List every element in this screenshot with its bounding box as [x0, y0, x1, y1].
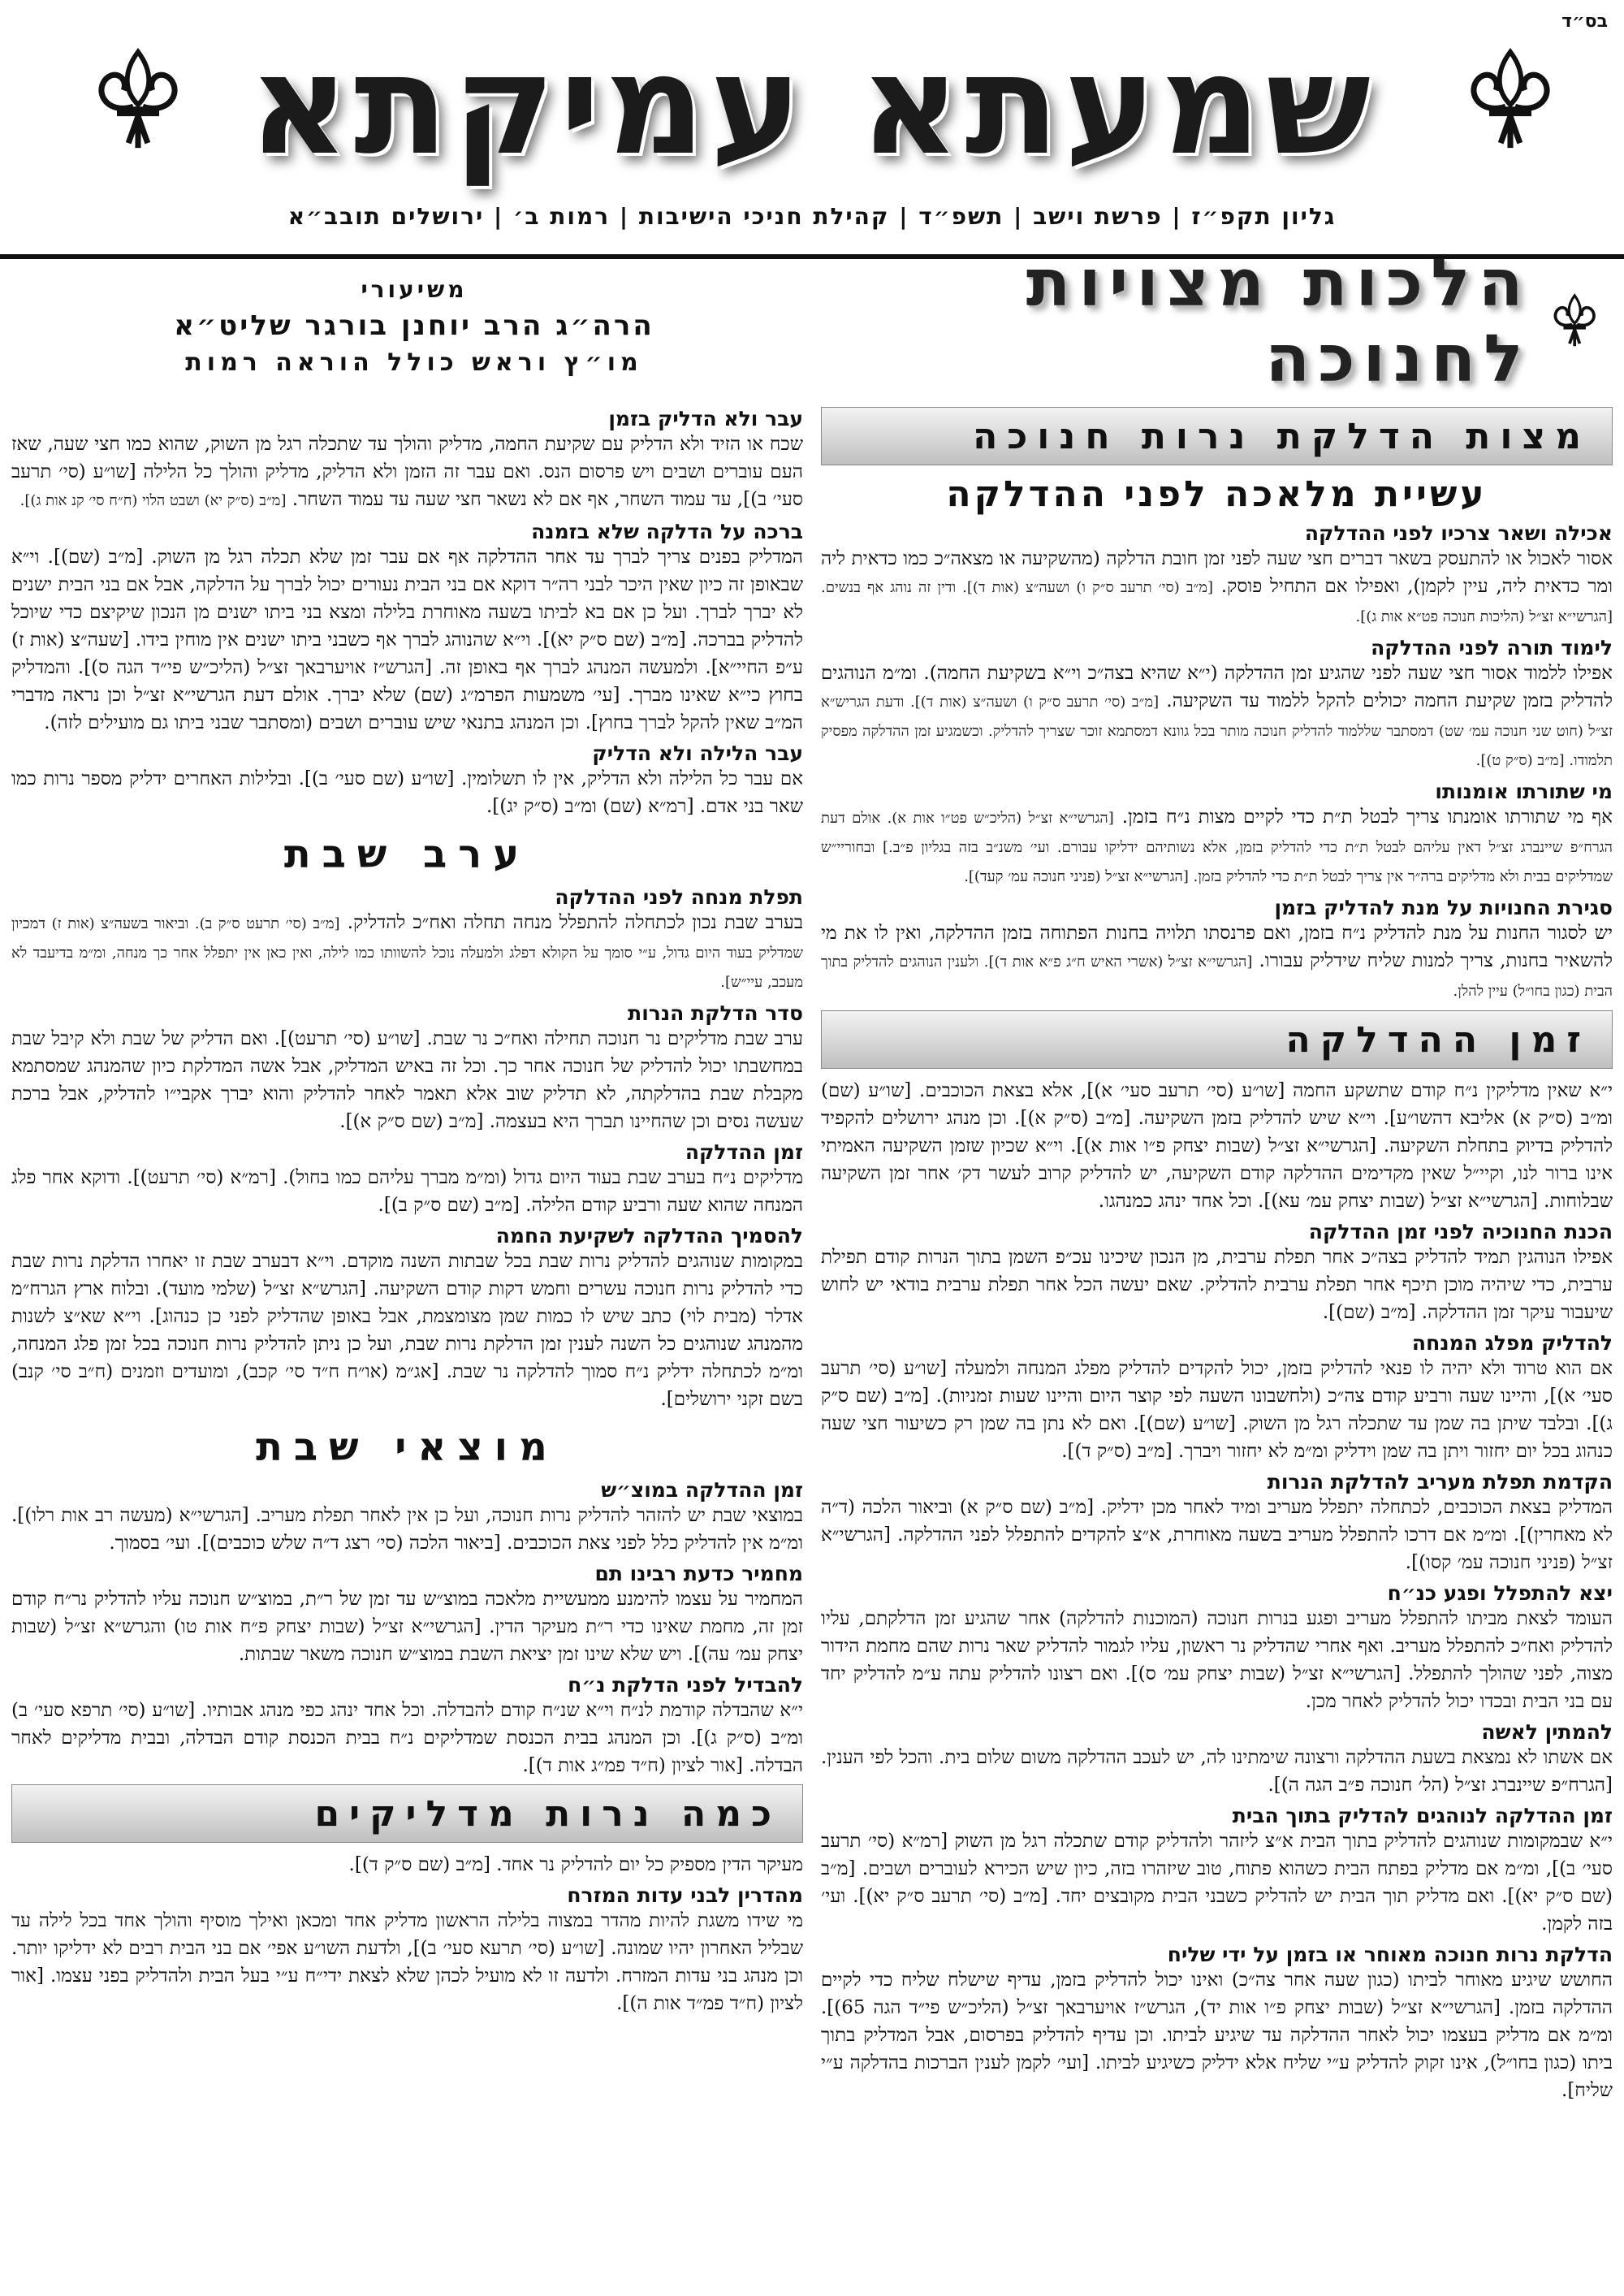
paragraph: י״א שאין מדליקין נ״ח קודם שתשקע החמה [שו״ע (סי׳ תרעב סעי׳ א)], אלא בצאת הכוכבים. [שו״ע (שם) ומ״ב (ס״ק א) אליבא דהשו״ע]. וי״א שיש להדליק בזמן השקיעה. [מ״ב (ס״ק א)]. וכן מנהג ירושלים להקפיד להדליק בדיוק בתחלת השקיעה. [הגרשי״א זצ״ל (שבות יצחק פ״ו אות א)]. וי״א שכיון שזמן השקיעה האמיתי אינו ברור לנו, וקיי״ל שאין מקדימים ההדלקה קודם השקיעה, יש להדליק קרוב לעשר דק׳ אחר זמן השקיעה שבלוחות. [הגרשי״א זצ״ל (שבות יצחק עמ׳ עא)]. וכל אחד ינהג כמנהגו. — [821, 1080, 1613, 1212]
main-title-row — [836, 245, 1600, 396]
topic-heading: להסמיך ההדלקה לשקיעת החמה — [495, 1224, 803, 1247]
paragraph: יש לסגור החנות על מנת להדליק נ״ח בזמן, ואם פרנסתו תלויה בחנות הפתוחה בזמן ההדלקה, ואין לו את מי להשאיר בחנות, צריך למנות שליח שידליק עבורו. [הגרשי״א זצ״ל (אשרי האיש ח״ג פ״א אות ד)]. ולענין הנוהגים להדליק בתוך הבית (כגון בחו״ל) עיין להלן. — [821, 923, 1613, 1000]
topic-heading: סגירת החנויות על מנת להדליק בזמן — [1274, 896, 1613, 919]
paragraph: המדליק בפנים צריך לברך עד אחר ההדלקה אף אם עבר זמן שלא תכלה רגל מן השוק. [מ״ב (שם)]. וי״א שבאופן זה כיון שאין היכר לבני רה״ר דוקא אם בני הבית נעורים יכול לברך על הדלקה, אבל אם בני הבית ישנים לא יברך לברך. ועל כן אם בא לביתו בשעה מאוחרת בלילה ומצא בני ביתו ישנים מן הנכון שיקיצם כדי שיוכל להדליק בברכה. [מ״ב (שם ס״ק יא)]. וי״א שהנוהג לברך אף כשבני ביתו ישנים אין מוחין בידו. [שעה״צ (אות ז) ע״פ החיי״א]. ולמעשה המנהג לברך אף באופן זה. [הגרש״ז אויערבאך זצ״ל (הליכ״ש פי״ד הגה ס)]. והמדליק בחוץ כי״א שאינו מברך. [עי׳ משמעות הפרמ״ג (שם) שלא יברך. אולם דעת הגרשי״א זצ״ל וכן נראה מדברי המ״ב שאין להקל לברך בחוץ]. וכן המנהג בתנאי שיש עוברים ושבים (ומסתבר שבני ביתו גם מועילים לזה). — [11, 547, 803, 733]
paragraph: אף מי שתורתו אומנתו צריך לבטל ת״ת כדי לקיים מצות נ״ח בזמן. [הגרשי״א זצ״ל (הליכ״ש פט״ו אות א). אולם דעת הגרח״פ שיינברג זצ״ל דאין עליהם לבטל ת״ת כדי להדליק בזמן, אלא נשותיהם ידליקו עבורם. ועי׳ משנ״ב בזה בגליון פ״ב.] ובחוריי״ש שמדליקים בבית ולא מדליקים ברה״ר אין צריך לבטל ת״ת כדי להדליק בזמן. [הגרשי״א זצ״ל (פניני חנוכה עמ׳ קעד)]. — [821, 806, 1613, 885]
topic-heading: להדליק מפלג המנחה — [1411, 1331, 1613, 1355]
section-header: מצות הדלקת נרות חנוכה — [821, 407, 1613, 465]
fleur-de-lis-icon — [89, 47, 187, 153]
paragraph: המחמיר על עצמו להימנע ממעשיית מלאכה במוצ״ש עד זמן של ר״ת, במוצ״ש חנוכה עליו להדליק נר״ח קודם זמן זה, מחמת שאינו כדי ר״ת מעיקר הדין. [הגרשי״א זצ״ל (שבות יצחק פ״ח אות טו) והגרש״א זצ״ל (שבות יצחק עמ׳ עה)]. ויש שלא שינו זמן יציאת השבת במוצ״ש חנוכה משאר שבתות. — [11, 1589, 803, 1665]
topic-heading: מחמיר כדעת רבינו תם — [594, 1562, 803, 1585]
masthead — [0, 24, 1624, 187]
sub-header: עשיית מלאכה לפני ההדלקה — [946, 473, 1488, 515]
source-citation: [הגרשי״א זצ״ל (אשרי האיש ח״ג פ״א אות ד)]. ולענין הנוהגים להדליק בתוך הבית (כגון בחו״ל) עיין להלן. — [821, 953, 1613, 1000]
paragraph: במוצאי שבת יש להזהר להדליק נרות חנוכה, ועל כן אין לאחר תפלת מעריב. [הגרשי״א (מעשה רב אות רלו)]. ומ״מ אין להדליק כלל לפני צאת הכוכבים. [ביאור הלכה (סי׳ רצג ד״ה שלש כוכבים)]. ועי׳ בסמוך. — [11, 1505, 803, 1554]
source-citation: [מ״ב (סי׳ תרעב ס״ק ו) ושעה״צ (אות ד)]. ודין זה נוהג אף בנשים. [הגרשי״א זצ״ל (הליכות חנוכה פט״א אות ג)]. — [821, 579, 1613, 625]
paragraph: מעיקר הדין מספיק כל יום להדליק נר אחד. [מ״ב (שם ס״ק ד)]. — [348, 1854, 803, 1875]
paragraph: אם עבר כל הלילה ולא הדליק, אין לו תשלומין. [שו״ע (שם סעי׳ ב)]. ובלילות האחרים ידליק מספר נרות כמו שאר בני אדם. [רמ״א (שם) ומ״ב (ס״ק יג)]. — [11, 768, 803, 817]
paragraph: מדליקים נ״ח בערב שבת בעוד היום גדול (ומ״מ מברך עליהם כמו בחול). [רמ״א (סי׳ תרעט)]. ודוקא אחר פלג המנחה שהוא שעה ורביע קודם הלילה. [מ״ב (שם ס״ק ב)]. — [11, 1167, 803, 1216]
speaker-block — [49, 276, 780, 377]
paragraph: המדליק בצאת הכוכבים, לכתחלה יתפלל מעריב ומיד לאחר מכן ידליק. [מ״ב (שם ס״ק א) וביאור הלכה (ד״ה לא מאחרין)]. ומ״מ אם דרכו להתפלל מעריב בשעה מאוחרת, א״צ להקדים להתפלל לפני ההדלקה. [הגרשי״א זצ״ל (פניני חנוכה עמ׳ קסו)]. — [821, 1497, 1613, 1573]
section-header: כמה נרות מדליקים — [11, 1784, 803, 1843]
paragraph: במקומות שנוהגים להדליק נרות שבת בכל שבתות השנה מוקדם. וי״א דבערב שבת זו יאחרו הדלקת נרות שבת כדי להדליק נרות חנוכה עשרים וחמש דקות קודם השקיעה. [הגרש״א זצ״ל (שלמי מועד). ובלוח ארץ הגרח״מ אדלר (מבית לוי) כתב שיש לו כמות שמן מצומצמת, אבל באופן שהדליק לפני כן כנהוג]. וי״א שא״צ לשנות מהמנהג שנוהגים כל השנה לענין זמן הדלקת נרות שבת, ועל כן ניתן להדליק נרות חנוכה בכל זמן פלג המנחה, ומ״מ לכתחלה ידליק נ״ח סמוך להדלקה נר שבת. [אג״מ (או״ח ח״ד סי׳ קכב), ומועדים וזמנים (ח״ב סי׳ קנב) בשם זקני ירושלים]. — [11, 1251, 803, 1410]
topic-heading: הכנת החנוכיה לפני זמן ההדלקה — [1308, 1220, 1613, 1243]
paragraph: ערב שבת מדליקים נר חנוכה תחילה ואח״כ נר שבת. [שו״ע (סי׳ תרעט)]. ואם הדליק של שבת ולא קיבל שבת במחשבתו יכול להדליק של חנוכה אחר כך. וכל זה באיש המדליק, אבל אשה המדלקת כיון שהמנהג שמסתמא מקבלת שבת בהדלקתה, לא תדליק שוב אלא תאמר לאחר להדליק והוא יברך אקבי״ו להדליק, אבל ברכת שעשה נסים וכן שהחיינו תברך היא בעצמה. [מ״ב (שם ס״ק א)]. — [11, 1028, 803, 1132]
topic-heading: זמן ההדלקה — [685, 1140, 803, 1164]
source-citation: [מ״ב (ס״ק יא) ושבט הלוי (ח״ח סי׳ קנ אות ג)]. — [19, 492, 287, 509]
paragraph: אסור לאכול או להתעסק בשאר דברים חצי שעה לפני זמן חובת הדלקה (מהשקיעה או מצאה״כ כמו כדאית ליה ומר כדאית ליה, עיין לקמן), ואפילו אם התחיל פוסק. [מ״ב (סי׳ תרעב ס״ק ו) ושעה״צ (אות ד)]. ודין זה נוהג אף בנשים. [הגרשי״א זצ״ל (הליכות חנוכה פט״א אות ג)]. — [821, 548, 1613, 625]
topic-heading: הקדמת תפלת מעריב להדלקת הנרות — [1267, 1470, 1613, 1494]
section-header: זמן ההדלקה — [821, 1010, 1613, 1069]
paragraph: בערב שבת נכון לכתחלה להתפלל מנחה תחלה ואח״כ להדליק. [מ״ב (סי׳ תרעט ס״ק ב). וביאור בשעה״צ (אות ז) דמכיון שמדליק בעוד היום גדול, ע״י סומך על הקולא דפלג ולמעלה נוכל להשוותו כמו לילה, ואין כאן אין יתפלל אחר כך מנחה, ומ״מ בדיעבד לא מעכב, עיי״ש]. — [11, 912, 803, 991]
section-header: ערב שבת — [283, 832, 531, 877]
paragraph: אם הוא טרוד ולא יהיה לו פנאי להדליק בזמן, יכול להקדים להדליק מפלג המנחה ולמעלה [שו״ע (סי׳ תרעב סעי׳ א)], והיינו שעה ורביע קודם צה״כ (ולחשבונו השעה לפי קוצר היום והיינו שעות זמניות). [מ״ב (שם ס״ק ג)]. ובלבד שיתן בה שמן עד שתכלה רגל מן השוק. [שו״ע (שם)]. ואם לא נתן בה שמן רק כשיעור חצי שעה כנהוג בכל יום יחזור ויתן בה שמן וידליק ומ״מ לא יחזור ויברך. [מ״ב (ס״ק ד)]. — [821, 1358, 1613, 1462]
paragraph: י״א שהבדלה קודמת לנ״ח וי״א שנ״ח קודם להבדלה. וכל אחד ינהג כפי מנהג אבותיו. [שו״ע (סי׳ תרפא סעי׳ ב) ומ״ב (ס״ק ג)]. וכן המנהג בבית הכנסת שמדליקים נ״ח בבית הכנסת קודם הבדלה, ובבית מדליקים לאחר הבדלה. [אור לציון (ח״ד פמ״ג אות ד)]. — [11, 1700, 803, 1776]
speaker-intro: משיעורי — [361, 276, 468, 303]
source-citation: [הגרשי״א זצ״ל (הליכ״ש פט״ו אות א). אולם דעת הגרח״פ שיינברג זצ״ל דאין עליהם לבטל ת״ת כדי להדליק בזמן, אלא נשותיהם ידליקו עבורם. ועי׳ משנ״ב בזה בגליון פ״ב.] ובחוריי״ש שמדליקים בבית ולא מדליקים ברה״ר אין צריך לבטל ת״ת כדי להדליק בזמן. [הגרשי״א זצ״ל (פניני חנוכה עמ׳ קעד)]. — [821, 810, 1613, 885]
topic-heading: יצא להתפלל ופגע כנ״ח — [1387, 1581, 1613, 1605]
main-title: הלכות מצויות לחנוכה — [1026, 245, 1531, 396]
topic-heading: מהדרין לבני עדות המזרח — [567, 1883, 803, 1907]
topic-heading: לימוד תורה לפני ההדלקה — [1371, 636, 1613, 659]
topic-heading: עבר הלילה ולא הדליק — [592, 742, 803, 765]
topic-heading: עבר ולא הדליק בזמן — [608, 407, 803, 430]
paragraph: אם אשתו לא נמצאת בשעת ההדלקה ורצונה שימתינו לה, יש לעכב ההדלקה משום שלום בית. והכל לפי הענין. [הגרח״פ שיינברג זצ״ל (הל׳ חנוכה פ״ב הגה ה)]. — [821, 1747, 1613, 1796]
paragraph: אפילו הנוהגין תמיד להדליק בצה״כ אחר תפלת ערבית, מן הנכון שיכינו עכ״פ השמן בתוך הנרות קודם תפילת ערבית, כדי שיהיה מוכן תיכף אחר תפלת ערבית להדליק. שאם יעשה הכל אחר תפלת ערבית בודאי יש לחוש שיעבור עיקר זמן ההדלקה. [מ״ב (שם)]. — [821, 1247, 1613, 1323]
topic-heading: להמתין לאשה — [1481, 1720, 1613, 1744]
paragraph: אפילו ללמוד אסור חצי שעה לפני שהגיע זמן ההדלקה (י״א שהיא בצה״כ וי״א בשקיעת החמה). ומ״מ הנוהגים להדליק בזמן שקיעת החמה יכולים להקל ללמוד עד השקיעה. [מ״ב (סי׳ תרעב ס״ק ו) ושעה״צ (אות ד)]. ודעת הגריש״א זצ״ל (חוט שני חנוכה עמ׳ שט) דמסתבר שללמוד להדליק חנוכה מותר בכל גוונא דמסתמא זוכר שצריך להדליק. וכשמגיע זמן ההדלקה מפסיק תלמודו. [מ״ב (ס״ק ט)]. — [821, 663, 1613, 769]
topic-heading: מי שתורתו אומנותו — [1435, 780, 1613, 803]
topic-heading: ברכה על הדלקה שלא בזמנה — [531, 520, 803, 543]
paragraph: שכח או הזיד ולא הדליק עם שקיעת החמה, מדליק והולך עד שתכלה רגל מן השוק, שהוא כמו חצי שעה, שאז העם עוברים ושבים ויש פרסום הנס. ואם עבר זה הזמן ולא הדליק, מדליק והולך כל הלילה [שו״ע (סי׳ תרעב סעי׳ ב)], עד עמוד השחר, אף אם לא נשאר חצי שעה עד עמוד השחר. [מ״ב (ס״ק יא) ושבט הלוי (ח״ח סי׳ קנ אות ג)]. — [11, 434, 803, 510]
section-header: מוצאי שבת — [256, 1425, 559, 1470]
speaker-role: מו״ץ וראש כולל הוראה רמות — [185, 348, 643, 377]
paragraph: מי שידו משגת להיות מהדר במצוה בלילה הראשון מדליק אחד ומכאן ואילך מוסיף והולך אחד בכל לילה עד שבליל האחרון יהיו שמונה. [שו״ע (סי׳ תרעא סעי׳ ב)], ולדעת השו״ע אפי׳ אם בני הבית רבים לא ידליקו יותר. וכן מנהג בני עדות המזרח. ולדעה זו לא מועיל לכהן שלא לצאת ידי״ח ע״י בעל הבית ולהדליק בפני עצמו. [אור לציון (ח״ד פמ״ד אות ה)]. — [11, 1910, 803, 2014]
source-citation: [מ״ב (סי׳ תרעט ס״ק ב). וביאור בשעה״צ (אות ז) דמכיון שמדליק בעוד היום גדול, ע״י סומך על הקולא דפלג ולמעלה נוכל להשוותו כמו לילה, ואין כאן אין יתפלל אחר כך מנחה, ומ״מ בדיעבד לא מעכב, עיי״ש]. — [11, 915, 803, 991]
masthead-title: שמעתא עמיקתא — [248, 25, 1376, 186]
topic-heading: סדר הדלקת הנרות — [628, 1001, 803, 1025]
paragraph: החושש שיגיע מאוחר לביתו (כגון שעה אחר צה״כ) ואינו יכול להדליק בזמן, עדיף שישלח שליח כדי לקיים ההדלקה בזמן. [הגרשי״א זצ״ל (שבות יצחק פ״ו אות יד), הגרש״ז אויערבאך זצ״ל (הליכ״ש פי״ד הגה 65)]. ומ״מ אם מדליק בעצמו יכול לאחר ההדלקה עד שיגיע לביתו. וכן עדיף להדליק בפרסום, אבל המדליק בתוך ביתו (כגון בחו״ל), אינו זקוק להדליק ע״י שליח אלא ידליק כשיגיע לביתו. [ועי׳ לקמן לענין הברכות בהדלקה ע״י שליח]. — [821, 1970, 1613, 2101]
paragraph: י״א שבמקומות שנוהגים להדליק בתוך הבית א״צ ליזהר ולהדליק קודם שתכלה רגל מן השוק [רמ״א (סי׳ תרעב סעי׳ ב)], ומ״מ אם מדליק בפתח הבית כשהוא פתוח, טוב שיזהרו בזה, כיון שיש הכירא לעוברים ושבים. [מ״ב (שם ס״ק יא)]. ואם מדליק תוך הבית יש להדליק כשבני הבית מקובצים יחד. [מ״ב (סי׳ תרעב ס״ק יא)]. ועי׳ בזה לקמן. — [821, 1831, 1613, 1935]
topic-heading: הדלקת נרות חנוכה מאוחר או בזמן על ידי שליח — [1167, 1943, 1613, 1966]
topic-heading: תפלת מנחה לפני ההדלקה — [555, 885, 803, 909]
speaker-name: הרה״ג הרב יוחנן בורגר שליט״א — [174, 309, 654, 342]
bsd-mark: בס״ד — [1561, 11, 1608, 32]
paragraph: העומד לצאת מביתו להתפלל מעריב ופגע בנרות חנוכה (המוכנות להדלקה) אחר שהגיע זמן הדלקתם, עליו להדליק ואח״כ להתפלל מעריב. ואף אחרי שהדליק נר ראשון, עליו לגמור להדליק שאר נרות שהם מחמת הידור מצוה, לפני שהולך להתפלל. [הגרשי״א זצ״ל (שבות יצחק עמ׳ ס)]. ואם רצונו להדליק עתה ע״מ להדליק יחד עם בני הבית ובכדו יכול להדליק לאחר מכן. — [821, 1608, 1613, 1712]
right-column — [821, 402, 1613, 2282]
left-column — [11, 402, 803, 2282]
topic-heading: להבדיל לפני הדלקת נ״ח — [568, 1673, 803, 1697]
source-citation: [מ״ב (סי׳ תרעב ס״ק ו) ושעה״צ (אות ד)]. ודעת הגריש״א זצ״ל (חוט שני חנוכה עמ׳ שט) דמסתבר שללמוד להדליק חנוכה מותר בכל גוונא דמסתמא זוכר שצריך להדליק. וכשמגיע זמן ההדלקה מפסיק תלמודו. [מ״ב (ס״ק ט)]. — [821, 694, 1613, 769]
topic-heading: זמן ההדלקה לנוהגים להדליק בתוך הבית — [1232, 1804, 1613, 1827]
topic-heading: אכילה ושאר צרכיו לפני ההדלקה — [1304, 521, 1613, 545]
topic-heading: זמן ההדלקה במוצ״ש — [601, 1478, 803, 1502]
fleur-de-lis-icon — [1462, 47, 1559, 153]
fleur-de-lis-icon — [1549, 288, 1600, 353]
issue-line: גליון תקפ״ז | פרשת וישב | תשפ״ד | קהילת חניכי הישיבות | רמות ב׳ | ירושלים תובב״א — [287, 203, 1337, 230]
